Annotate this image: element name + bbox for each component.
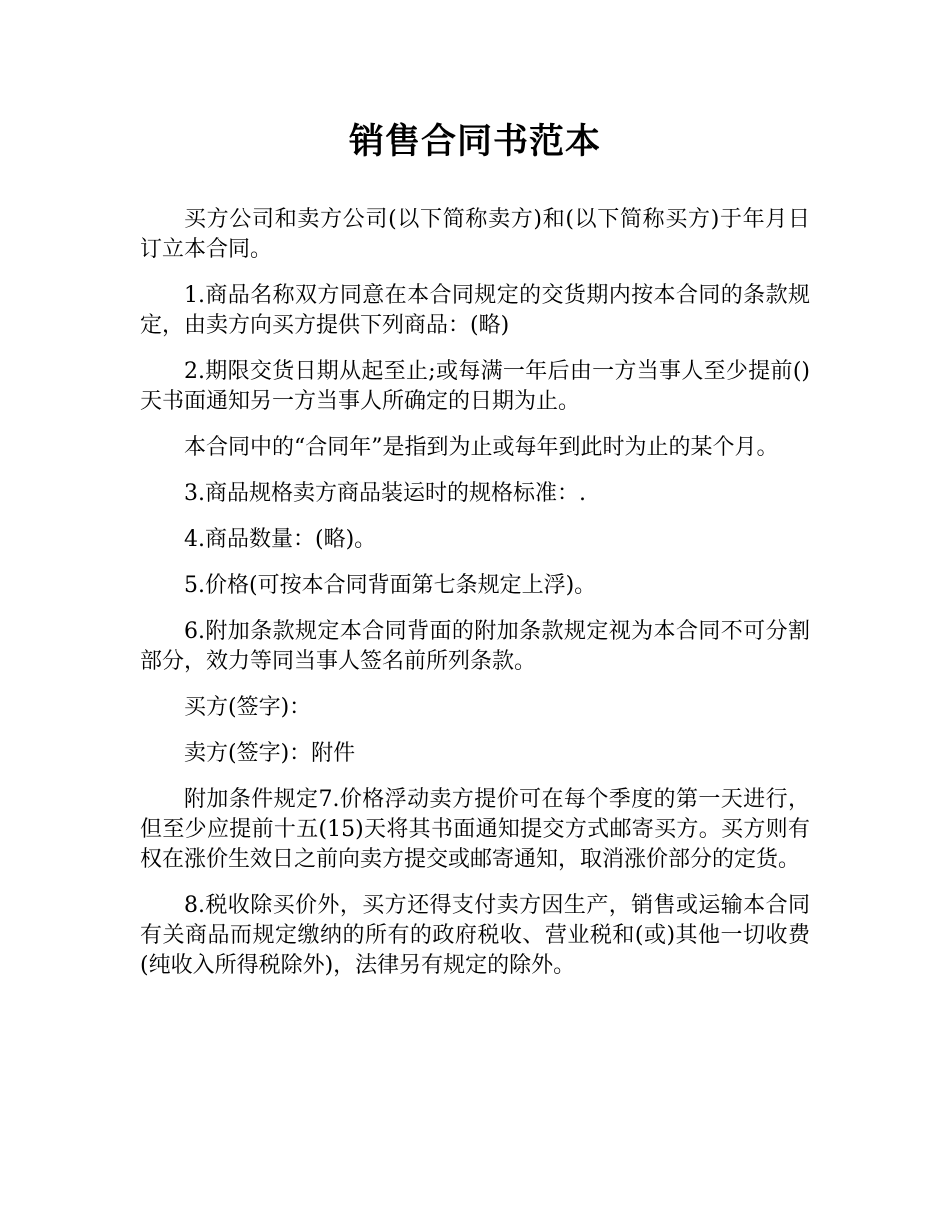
paragraph-clause-7-price-adjustment: 附加条件规定7.价格浮动卖方提价可在每个季度的第一天进行，但至少应提前十五(15)天将其书面通知提交方式邮寄买方。买方则有权在涨价生效日之前向卖方提交或邮寄通知，取消涨价部分的定货。 bbox=[140, 787, 810, 872]
paragraph-clause-3-specification: 3.商品规格卖方商品装运时的规格标准：. bbox=[184, 481, 586, 506]
paragraph-preamble: 买方公司和卖方公司(以下简称卖方)和(以下简称买方)于年月日订立本合同。 bbox=[140, 207, 810, 262]
document-body bbox=[140, 205, 810, 997]
paragraph-clause-4-quantity: 4.商品数量：(略)。 bbox=[184, 527, 377, 552]
paragraph-clause-2-term: 2.期限交货日期从起至止;或每满一年后由一方当事人至少提前()天书面通知另一方当事人所确定的日期为止。 bbox=[140, 359, 810, 414]
paragraph-clause-8-taxes: 8.税收除买价外，买方还得支付卖方因生产，销售或运输本合同有关商品而规定缴纳的所有的政府税收、营业税和(或)其他一切收费(纯收入所得税除外)，法律另有规定的除外。 bbox=[140, 893, 810, 978]
document-title: 销售合同书范本 bbox=[348, 122, 601, 162]
paragraph-buyer-signature: 买方(签字)： bbox=[184, 695, 312, 720]
paragraph-contract-year: 本合同中的“合同年”是指到为止或每年到此时为止的某个月。 bbox=[184, 435, 779, 460]
paragraph-clause-1-product-name: 1.商品名称双方同意在本合同规定的交货期内按本合同的条款规定，由卖方向买方提供下列商品：(略) bbox=[140, 283, 810, 338]
paragraph-clause-6-additional-terms: 6.附加条款规定本合同背面的附加条款规定视为本合同不可分割部分，效力等同当事人签名前所列条款。 bbox=[140, 619, 810, 674]
paragraph-seller-signature: 卖方(签字)：附件 bbox=[184, 741, 356, 766]
paragraph-clause-5-price: 5.价格(可按本合同背面第七条规定上浮)。 bbox=[184, 573, 597, 598]
